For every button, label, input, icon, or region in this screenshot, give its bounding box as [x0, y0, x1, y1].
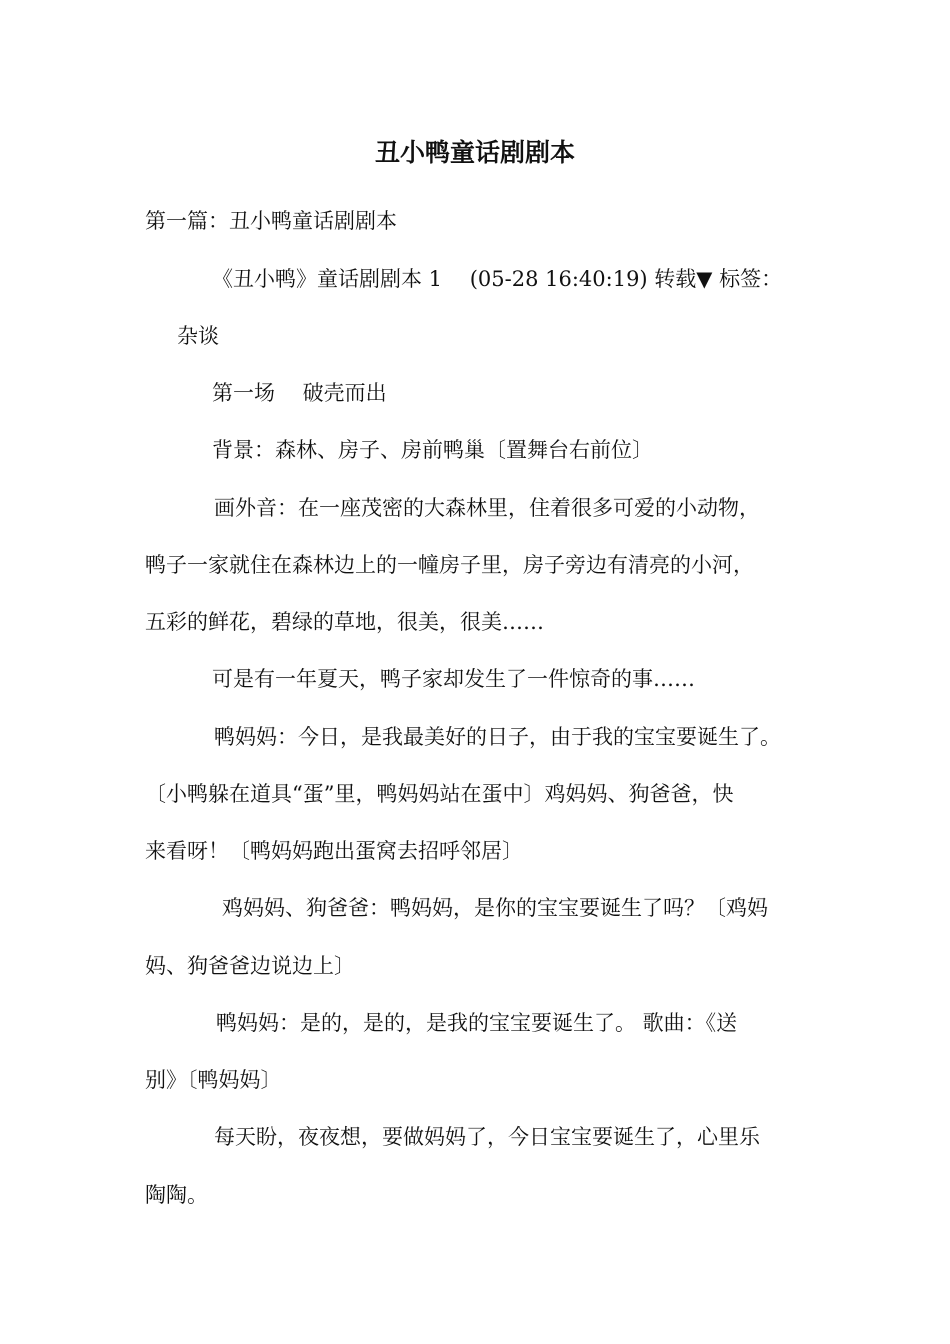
text-line: 陶陶。 — [145, 1183, 208, 1207]
text-line: 画外音：在一座茂密的大森林里，住着很多可爱的小动物， — [214, 496, 760, 520]
text-line: 可是有一年夏天，鸭子家却发生了一件惊奇的事…… — [212, 667, 695, 691]
text-line: 别》〔鸭妈妈〕 — [145, 1068, 282, 1092]
text-line: 《丑小鸭》童话剧剧本 1 (05-28 16:40:19) 转载▼ 标签： — [212, 267, 783, 291]
text-line: 妈、狗爸爸边说边上〕 — [145, 954, 355, 978]
text-line: 鸭子一家就住在森林边上的一幢房子里，房子旁边有清亮的小河， — [145, 553, 754, 577]
text-line: 杂谈 — [177, 324, 219, 348]
text-line: 来看呀！〔鸭妈妈跑出蛋窝去招呼邻居〕 — [145, 839, 523, 863]
text-line: 背景：森林、房子、房前鸭巢〔置舞台右前位〕 — [212, 438, 653, 462]
text-line: 每天盼，夜夜想，要做妈妈了，今日宝宝要诞生了，心里乐 — [214, 1125, 760, 1149]
text-line: 第一场 破壳而出 — [212, 381, 387, 405]
text-line: 鸡妈妈、狗爸爸：鸭妈妈，是你的宝宝要诞生了吗？〔鸡妈 — [222, 896, 768, 920]
text-line: 〔小鸭躲在道具“蛋”里，鸭妈妈站在蛋中〕鸡妈妈、狗爸爸，快 — [145, 782, 734, 806]
text-line: 五彩的鲜花，碧绿的草地，很美，很美…… — [145, 610, 544, 634]
text-line: 鸭妈妈：今日，是我最美好的日子，由于我的宝宝要诞生了。 — [214, 725, 781, 749]
document-title: 丑小鸭童话剧剧本 — [374, 138, 575, 167]
text-line: 第一篇：丑小鸭童话剧剧本 — [145, 209, 397, 233]
text-line: 鸭妈妈：是的，是的，是我的宝宝要诞生了。 歌曲：《送 — [216, 1011, 738, 1035]
